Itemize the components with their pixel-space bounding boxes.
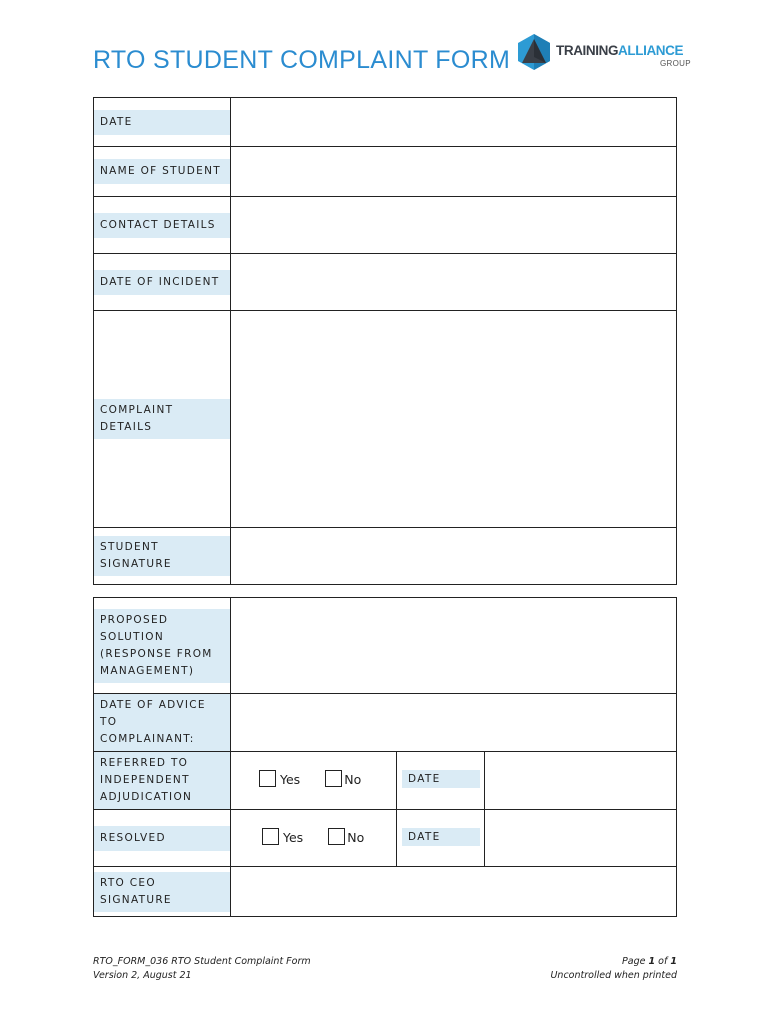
resolved-options (231, 810, 397, 867)
referred-no-checkbox[interactable] (325, 770, 342, 787)
referred-date-cell (397, 752, 485, 810)
page-title: RTO STUDENT COMPLAINT FORM (93, 46, 511, 74)
complaint-details-table (93, 97, 677, 585)
form-id: RTO_FORM_036 RTO Student Complaint Form (93, 956, 311, 967)
incident-date-field[interactable] (231, 254, 677, 311)
resolved-date-label: DATE (402, 828, 480, 846)
student-name-label: NAME OF STUDENT (94, 159, 230, 184)
table-row (94, 311, 677, 528)
contact-details-field[interactable] (231, 197, 677, 254)
proposed-solution-field[interactable] (231, 598, 677, 694)
referred-yes-checkbox[interactable] (259, 770, 276, 787)
proposed-solution-label: PROPOSED SOLUTION (RESPONSE FROM MANAGEMENT) (94, 609, 230, 683)
table-row (94, 528, 677, 585)
ceo-signature-label: RTO CEO SIGNATURE (94, 872, 230, 912)
footer-right (550, 955, 677, 983)
table-row (94, 752, 677, 810)
resolved-label: RESOLVED (94, 826, 230, 851)
incident-date-label: DATE OF INCIDENT (94, 270, 230, 295)
student-name-field[interactable] (231, 147, 677, 197)
page-number: Page 1 of 1 (622, 956, 677, 967)
table-row (94, 810, 677, 867)
referred-yes-option[interactable]: Yes (259, 770, 300, 787)
resolution-table (93, 597, 677, 917)
complaint-details-field[interactable] (231, 311, 677, 528)
resolved-no-option[interactable]: No (328, 828, 364, 845)
referred-no-option[interactable]: No (325, 770, 361, 787)
resolved-yes-option[interactable]: Yes (262, 828, 303, 845)
advice-date-field[interactable] (231, 694, 677, 752)
logo-mark-icon (515, 33, 553, 71)
logo-wordmark: TRAININGALLIANCE (556, 43, 684, 58)
resolved-no-checkbox[interactable] (328, 828, 345, 845)
footer-left (93, 955, 311, 983)
table-row (94, 98, 677, 147)
student-signature-label: STUDENT SIGNATURE (94, 536, 230, 576)
referred-date-field[interactable] (485, 752, 677, 810)
date-label: DATE (94, 110, 230, 135)
resolved-yes-checkbox[interactable] (262, 828, 279, 845)
contact-details-label: CONTACT DETAILS (94, 213, 230, 238)
resolved-date-field[interactable] (485, 810, 677, 867)
uncontrolled-notice: Uncontrolled when printed (550, 970, 677, 981)
form-version: Version 2, August 21 (93, 970, 192, 981)
table-row (94, 867, 677, 917)
complaint-details-label: COMPLAINT DETAILS (94, 399, 230, 439)
date-field[interactable] (231, 98, 677, 147)
table-row (94, 598, 677, 694)
student-signature-field[interactable] (231, 528, 677, 585)
referred-options (231, 752, 397, 810)
table-row (94, 694, 677, 752)
advice-date-label: DATE OF ADVICE TO COMPLAINANT: (94, 694, 230, 751)
company-logo (515, 33, 695, 73)
referred-date-label: DATE (402, 770, 480, 788)
table-row (94, 197, 677, 254)
referred-label: REFERRED TO INDEPENDENT ADJUDICATION (94, 752, 230, 809)
logo-subtitle: GROUP (660, 59, 691, 68)
resolved-date-cell (397, 810, 485, 867)
ceo-signature-field[interactable] (231, 867, 677, 917)
table-row (94, 147, 677, 197)
table-row (94, 254, 677, 311)
